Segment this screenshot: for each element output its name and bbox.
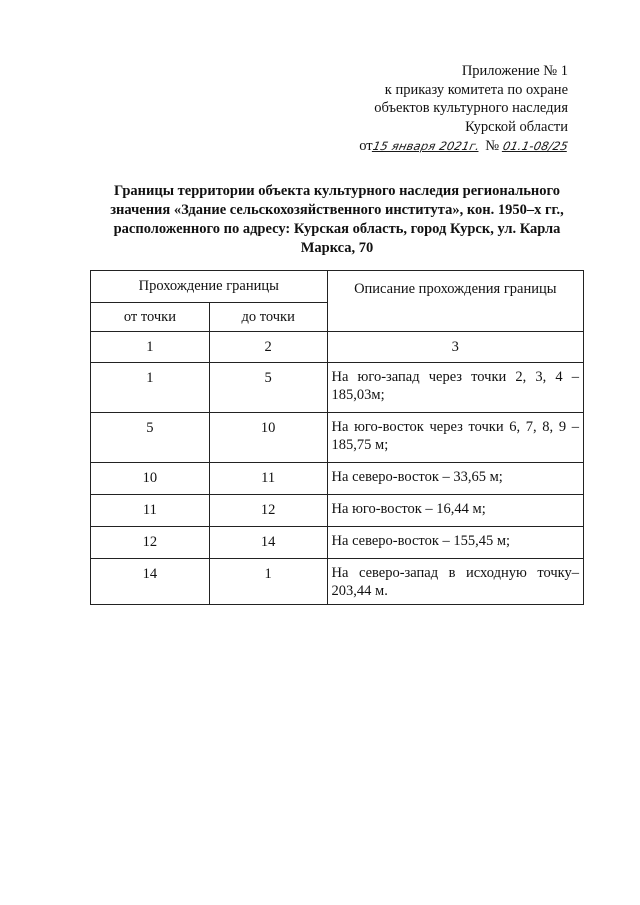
- order-date-prefix: от: [359, 138, 373, 154]
- table-row: [91, 495, 584, 527]
- table-row: [91, 363, 584, 413]
- header-from-point: от точки: [91, 303, 210, 332]
- from-point-cell: 10: [91, 463, 210, 495]
- appendix-title: Приложение № 1: [461, 63, 568, 79]
- appendix-region-line: Курской области: [465, 118, 568, 135]
- to-point-cell: 10: [209, 413, 327, 463]
- to-point-cell: 14: [209, 527, 327, 559]
- from-point-cell: 12: [91, 527, 210, 559]
- column-number: 3: [327, 332, 583, 363]
- boundary-table: [90, 270, 584, 605]
- order-number-handwritten: 01.1-08/25: [501, 139, 570, 153]
- to-point-cell: 1: [209, 559, 327, 605]
- column-number-row: [91, 332, 584, 363]
- table-row: [91, 559, 584, 605]
- appendix-header: [359, 62, 568, 156]
- from-point-cell: 11: [91, 495, 210, 527]
- order-number-label: №: [485, 138, 500, 154]
- appendix-order-line: к приказу комитета по охране: [384, 81, 568, 98]
- table-row: [91, 527, 584, 559]
- to-point-cell: 5: [209, 363, 327, 413]
- header-to-point: до точки: [209, 303, 327, 332]
- description-cell: На юго-восток через точки 6, 7, 8, 9 – 185,75 м;: [327, 413, 583, 463]
- header-description: Описание прохождения границы: [327, 271, 583, 332]
- from-point-cell: 1: [91, 363, 210, 413]
- header-boundary-passage: Прохождение границы: [91, 271, 328, 303]
- table-row: [91, 463, 584, 495]
- order-date-handwritten: 15 января 2021г.: [371, 139, 481, 153]
- appendix-committee-line: объектов культурного наследия: [374, 100, 568, 116]
- from-point-cell: 5: [91, 413, 210, 463]
- description-cell: На северо-восток – 33,65 м;: [327, 463, 583, 495]
- table-row: [91, 413, 584, 463]
- description-cell: На северо-запад в исходную точку– 203,44 м.: [327, 559, 583, 605]
- column-number: 2: [209, 332, 327, 363]
- to-point-cell: 12: [209, 495, 327, 527]
- order-reference: [359, 137, 568, 156]
- document-title: Границы территории объекта культурного наследия регионального значения «Здание сельскохозяйственного института», кон. 1950–х гг., расположенного по адресу: Курская область, город Курск, ул. Карла Маркса, 70: [110, 183, 564, 256]
- description-cell: На юго-запад через точки 2, 3, 4 – 185,03м;: [327, 363, 583, 413]
- column-number: 1: [91, 332, 210, 363]
- description-cell: На северо-восток – 155,45 м;: [327, 527, 583, 559]
- from-point-cell: 14: [91, 559, 210, 605]
- to-point-cell: 11: [209, 463, 327, 495]
- description-cell: На юго-восток – 16,44 м;: [327, 495, 583, 527]
